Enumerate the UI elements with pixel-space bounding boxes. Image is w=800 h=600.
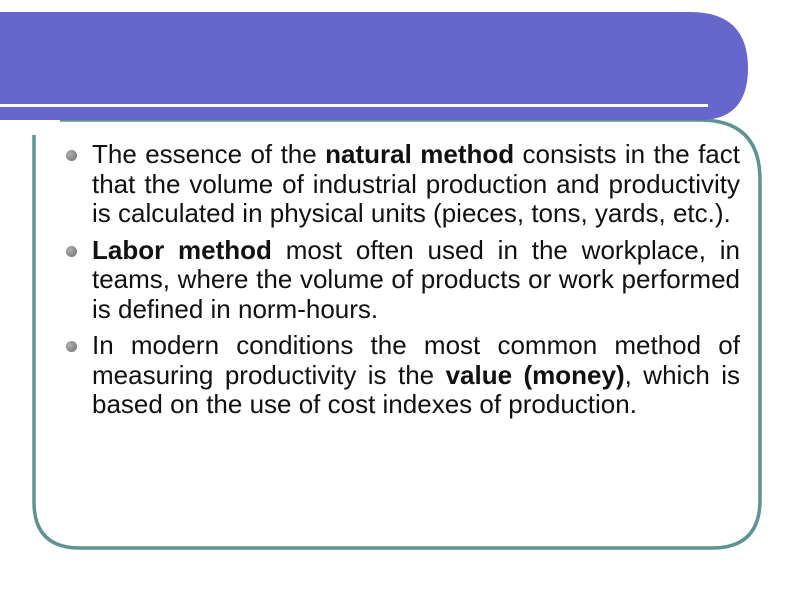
bullet-bold-term: Labor method — [92, 234, 272, 265]
title-banner — [0, 12, 748, 120]
bullet-dot-icon — [66, 341, 77, 352]
bullet-text: most often used in the workplace, in teams, where the volume of products or work performed is defined in norm-hours. — [92, 234, 740, 324]
bullet-bold-term: value (money) — [445, 359, 625, 390]
bullet-dot-icon — [66, 150, 77, 161]
slide-content — [60, 140, 740, 427]
bullet-text: , which is based on the use of cost indexes of production. — [92, 359, 740, 419]
bullet-item-value-method — [60, 331, 740, 420]
bullet-text: In modern conditions the most common method of measuring productivity is the — [92, 330, 740, 390]
bullet-list — [60, 140, 740, 420]
bullet-text: The essence of the — [92, 139, 326, 169]
banner-rule-line — [0, 104, 708, 107]
bullet-bold-term: natural method — [325, 139, 515, 169]
bullet-text: consists in the fact that the volume of industrial production and productivity is calculated in physical units (pieces, tons, yards, etc.). — [92, 139, 740, 228]
bullet-item-labor-method — [60, 236, 740, 325]
bullet-item-natural-method — [60, 140, 740, 229]
bullet-dot-icon — [66, 246, 77, 257]
